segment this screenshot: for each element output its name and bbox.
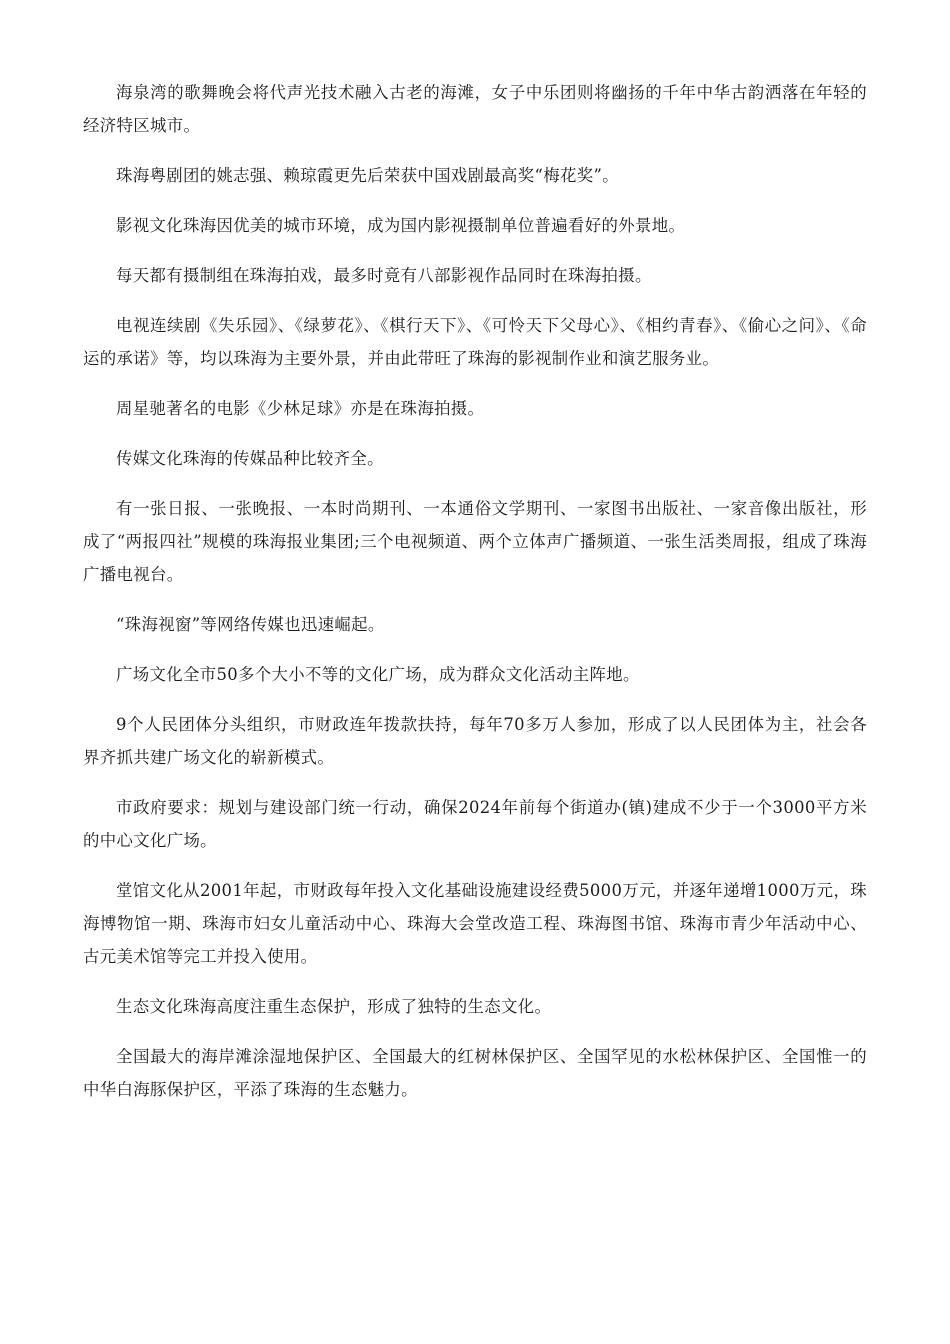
paragraph: 电视连续剧《失乐园》、《绿萝花》、《棋行天下》、《可怜天下父母心》、《相约青春》、《偷心之问》、《命运的承诺》等，均以珠海为主要外景，并由此带旺了珠海的影视制作业和演艺服务业。 (83, 316, 867, 368)
paragraph: 9个人民团体分头组织，市财政连年拨款扶持，每年70多万人参加，形成了以人民团体为主，社会各界齐抓共建广场文化的崭新模式。 (83, 715, 867, 767)
paragraph: 广场文化全市50多个大小不等的文化广场，成为群众文化活动主阵地。 (116, 665, 640, 684)
paragraph: 海泉湾的歌舞晚会将代声光技术融入古老的海滩，女子中乐团则将幽扬的千年中华古韵洒落在年轻的经济特区城市。 (83, 83, 867, 135)
paragraph: 生态文化珠海高度注重生态保护，形成了独特的生态文化。 (116, 997, 552, 1016)
paragraph: “珠海视窗”等网络传媒也迅速崛起。 (116, 615, 385, 634)
paragraph: 周星驰著名的电影《少林足球》亦是在珠海拍摄。 (116, 399, 485, 418)
paragraph: 市政府要求：规划与建设部门统一行动，确保2024年前每个街道办(镇)建成不少于一个3000平方米的中心文化广场。 (83, 798, 867, 850)
paragraph: 全国最大的海岸滩涂湿地保护区、全国最大的红树林保护区、全国罕见的水松林保护区、全国惟一的中华白海豚保护区，平添了珠海的生态魅力。 (83, 1047, 867, 1099)
paragraph: 珠海粤剧团的姚志强、赖琼霞更先后荣获中国戏剧最高奖“梅花奖”。 (116, 166, 619, 185)
paragraph: 影视文化珠海因优美的城市环境，成为国内影视摄制单位普遍看好的外景地。 (116, 216, 686, 235)
paragraph: 传媒文化珠海的传媒品种比较齐全。 (116, 449, 384, 468)
paragraph: 堂馆文化从2001年起，市财政每年投入文化基础设施建设经费5000万元，并逐年递增1000万元，珠海博物馆一期、珠海市妇女儿童活动中心、珠海大会堂改造工程、珠海图书馆、珠海市青少年活动中心、古元美术馆等完工并投入使用。 (83, 881, 867, 966)
paragraph: 每天都有摄制组在珠海拍戏，最多时竟有八部影视作品同时在珠海拍摄。 (116, 266, 652, 285)
paragraph: 有一张日报、一张晚报、一本时尚期刊、一本通俗文学期刊、一家图书出版社、一家音像出版社，形成了“两报四社”规模的珠海报业集团;三个电视频道、两个立体声广播频道、一张生活类周报，组成了珠海广播电视台。 (83, 499, 867, 584)
